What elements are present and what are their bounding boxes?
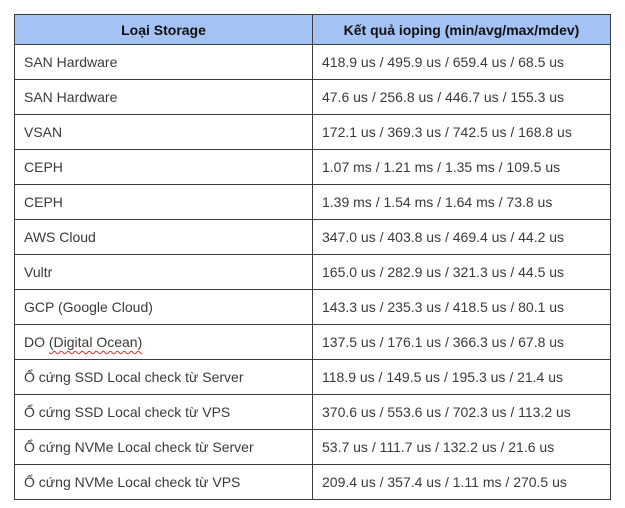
result-cell[interactable]: 418.9 us / 495.9 us / 659.4 us / 68.5 us — [313, 45, 611, 80]
storage-cell[interactable]: CEPH — [15, 185, 313, 220]
result-cell[interactable]: 118.9 us / 149.5 us / 195.3 us / 21.4 us — [313, 360, 611, 395]
table-row — [15, 220, 611, 255]
table-row — [15, 255, 611, 290]
column-header-storage[interactable]: Loại Storage — [15, 15, 313, 45]
storage-cell[interactable]: AWS Cloud — [15, 220, 313, 255]
storage-cell[interactable]: VSAN — [15, 115, 313, 150]
table-row — [15, 185, 611, 220]
result-cell[interactable]: 137.5 us / 176.1 us / 366.3 us / 67.8 us — [313, 325, 611, 360]
table-row — [15, 360, 611, 395]
ioping-results-table — [14, 14, 611, 500]
table-row — [15, 290, 611, 325]
storage-cell[interactable]: SAN Hardware — [15, 80, 313, 115]
result-cell[interactable]: 1.07 ms / 1.21 ms / 1.35 ms / 109.5 us — [313, 150, 611, 185]
column-header-ioping-result[interactable]: Kết quả ioping (min/avg/max/mdev) — [313, 15, 611, 45]
storage-cell[interactable]: Ổ cứng NVMe Local check từ Server — [15, 430, 313, 465]
table-row — [15, 325, 611, 360]
storage-cell[interactable]: Vultr — [15, 255, 313, 290]
storage-cell[interactable]: GCP (Google Cloud) — [15, 290, 313, 325]
result-cell[interactable]: 1.39 ms / 1.54 ms / 1.64 ms / 73.8 us — [313, 185, 611, 220]
table-row — [15, 115, 611, 150]
storage-cell[interactable]: Ổ cứng NVMe Local check từ VPS — [15, 465, 313, 500]
result-cell[interactable]: 370.6 us / 553.6 us / 702.3 us / 113.2 us — [313, 395, 611, 430]
storage-cell[interactable] — [15, 325, 313, 360]
table-row — [15, 395, 611, 430]
table-header-row — [15, 15, 611, 45]
result-cell[interactable]: 53.7 us / 111.7 us / 132.2 us / 21.6 us — [313, 430, 611, 465]
result-cell[interactable]: 47.6 us / 256.8 us / 446.7 us / 155.3 us — [313, 80, 611, 115]
table-row — [15, 465, 611, 500]
table-row — [15, 80, 611, 115]
spellcheck-flagged-text[interactable]: (Digital Ocean) — [48, 334, 143, 350]
storage-cell[interactable]: SAN Hardware — [15, 45, 313, 80]
storage-cell[interactable]: Ổ cứng SSD Local check từ VPS — [15, 395, 313, 430]
storage-cell[interactable]: Ổ cứng SSD Local check từ Server — [15, 360, 313, 395]
storage-label-prefix: DO — [24, 334, 49, 350]
result-cell[interactable]: 172.1 us / 369.3 us / 742.5 us / 168.8 us — [313, 115, 611, 150]
table-row — [15, 150, 611, 185]
result-cell[interactable]: 347.0 us / 403.8 us / 469.4 us / 44.2 us — [313, 220, 611, 255]
storage-cell[interactable]: CEPH — [15, 150, 313, 185]
result-cell[interactable]: 143.3 us / 235.3 us / 418.5 us / 80.1 us — [313, 290, 611, 325]
table-row — [15, 45, 611, 80]
result-cell[interactable]: 165.0 us / 282.9 us / 321.3 us / 44.5 us — [313, 255, 611, 290]
result-cell[interactable]: 209.4 us / 357.4 us / 1.11 ms / 270.5 us — [313, 465, 611, 500]
table-row — [15, 430, 611, 465]
